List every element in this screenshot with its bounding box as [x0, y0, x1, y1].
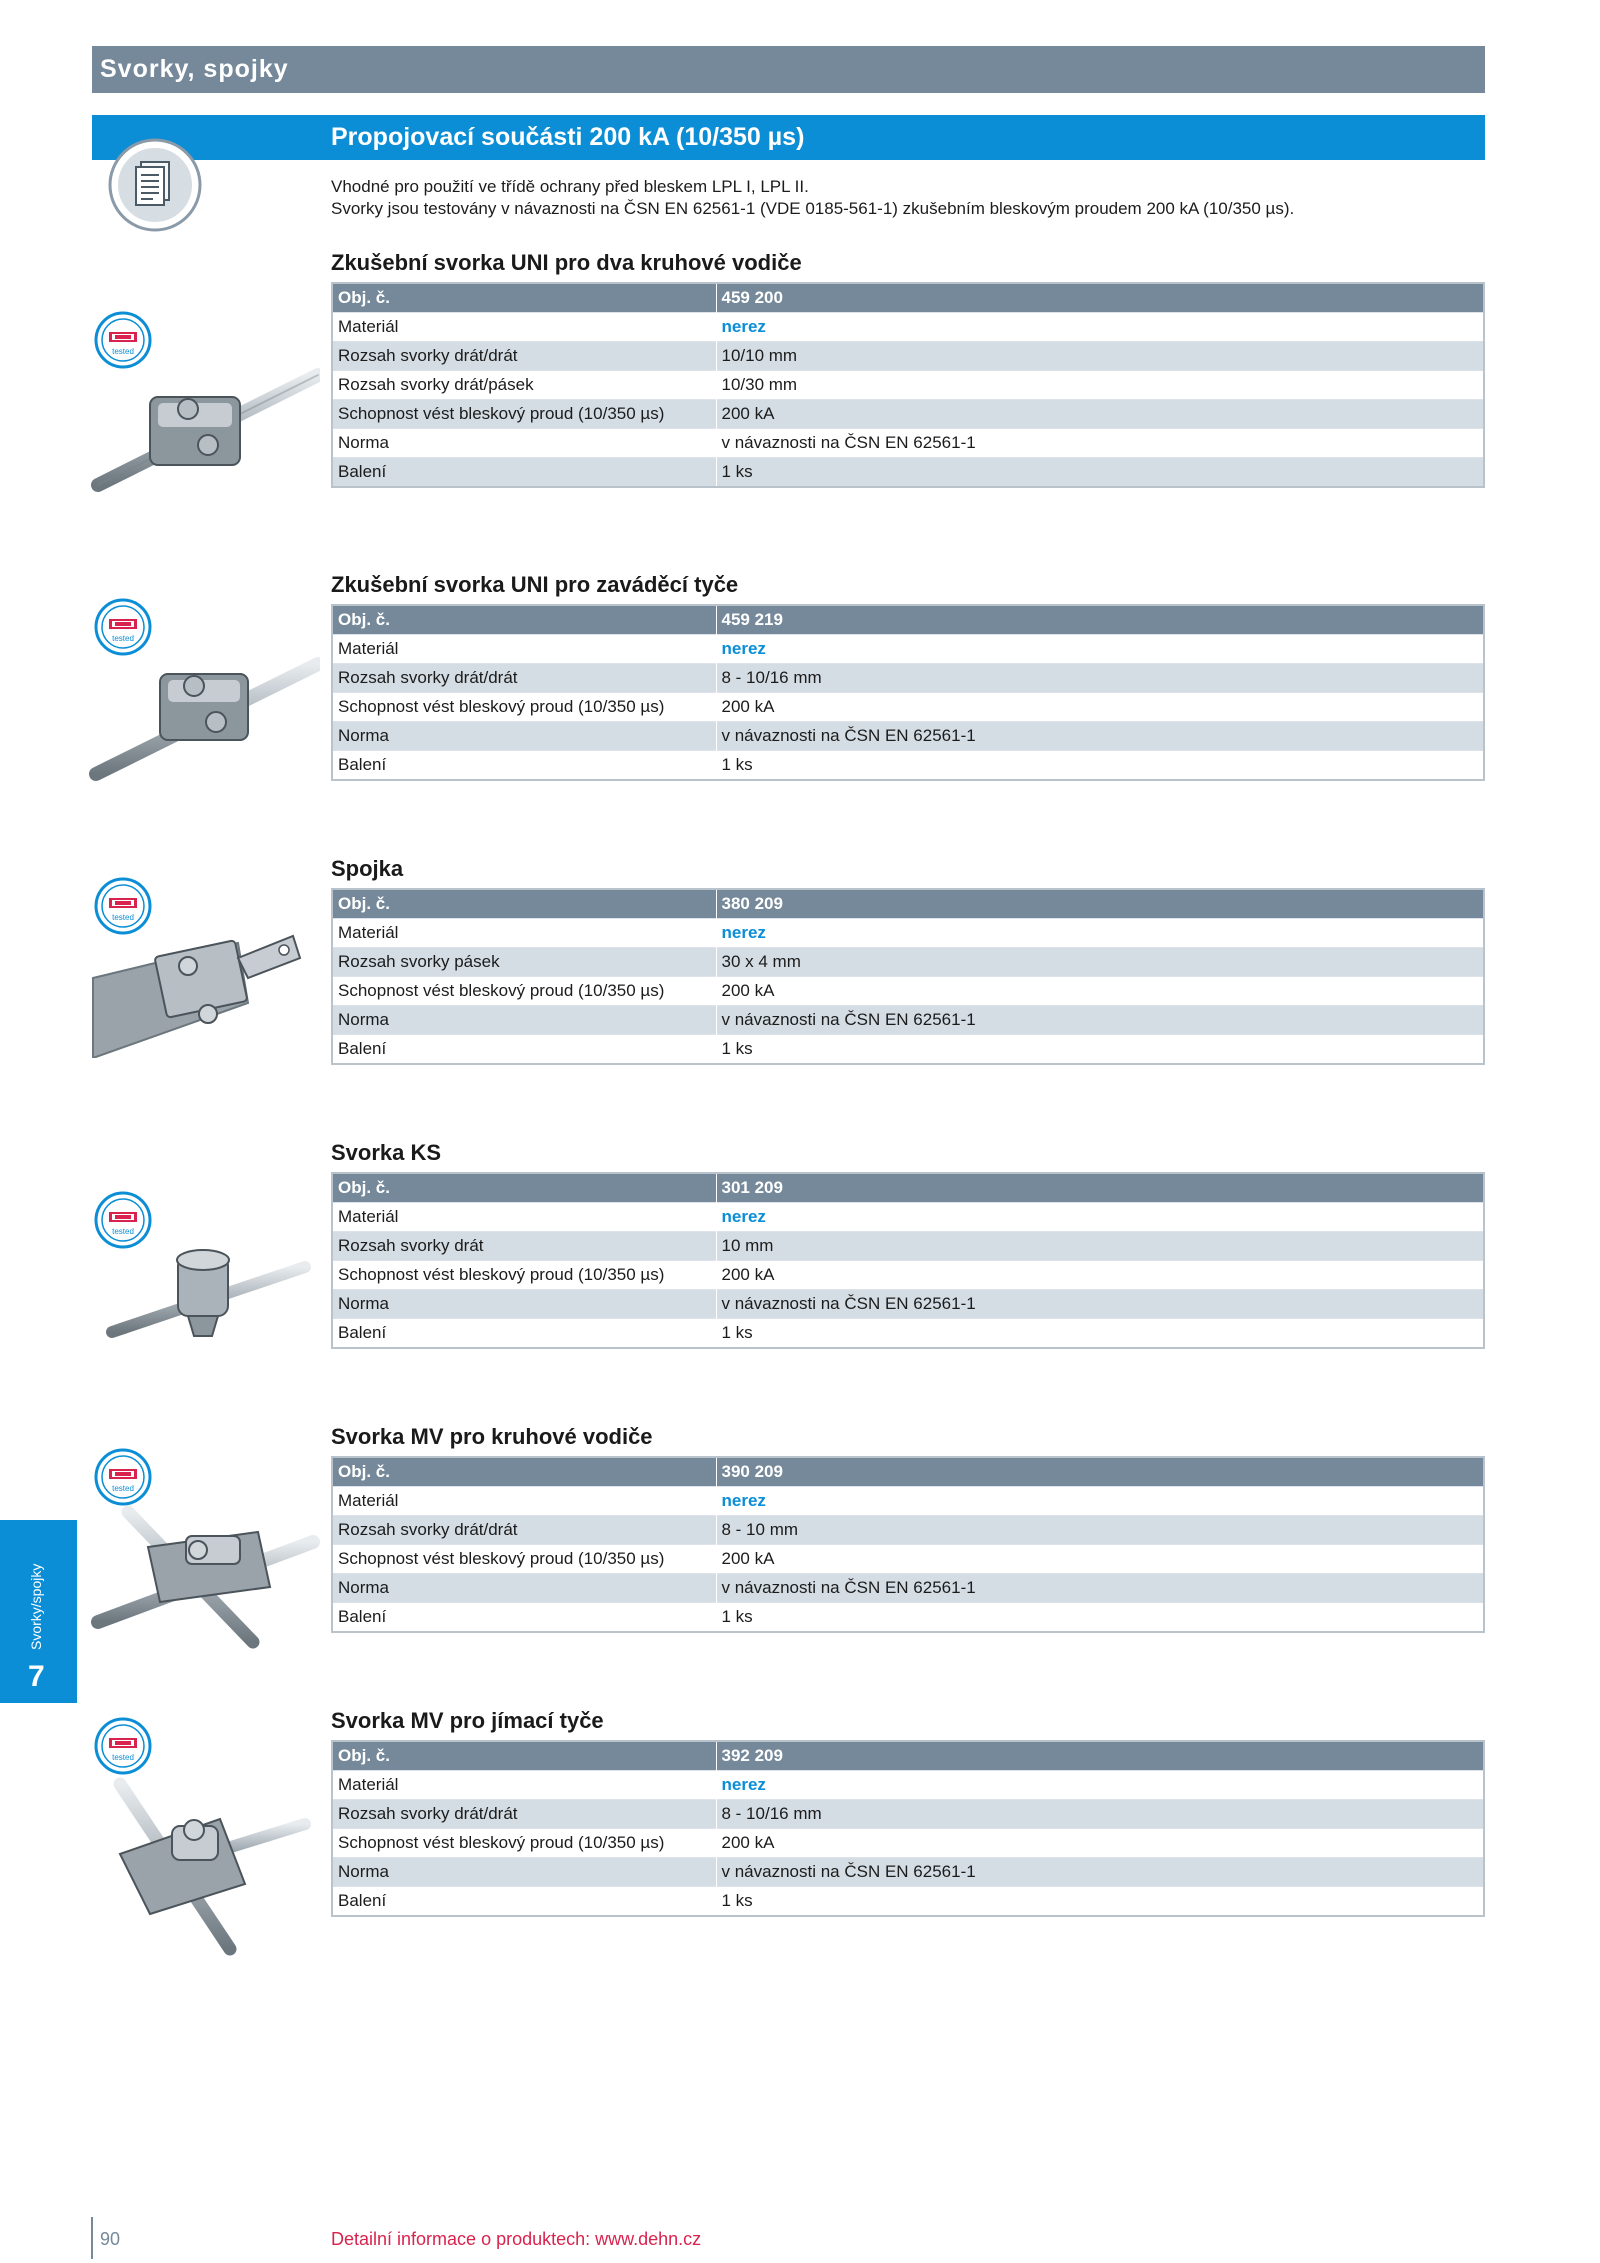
table-row [332, 722, 1484, 751]
table-row [332, 400, 1484, 429]
spec-value: nerez [716, 919, 1484, 948]
svg-text:tested: tested [112, 634, 134, 643]
spec-label: Schopnost vést bleskový proud (10/350 µs) [332, 1545, 716, 1574]
footer-link[interactable]: Detailní informace o produktech: www.dehn.cz [331, 2229, 702, 2249]
spec-label: Norma [332, 1574, 716, 1603]
spec-value: v návaznosti na ČSN EN 62561-1 [716, 722, 1484, 751]
intro-line: Svorky jsou testovány v návaznosti na ČSN EN 62561-1 (VDE 0185-561-1) zkušebním bleskovým proudem 200 kA (10/350 µs). [331, 199, 1295, 218]
spec-value: 10/10 mm [716, 342, 1484, 371]
chapter-number: 7 [28, 1660, 45, 1693]
table-row [332, 1574, 1484, 1603]
product-image [100, 1232, 320, 1362]
spec-label: Obj. č. [332, 1173, 716, 1203]
spec-label: Rozsah svorky drát/drát [332, 1800, 716, 1829]
table-row [332, 664, 1484, 693]
product-title: Spojka [331, 856, 404, 881]
product-image [88, 908, 320, 1058]
table-row [332, 1829, 1484, 1858]
spec-label: Obj. č. [332, 1741, 716, 1771]
spec-value: 8 - 10/16 mm [716, 664, 1484, 693]
product-image [100, 1764, 320, 1964]
spec-value: 380 209 [716, 889, 1484, 919]
table-row [332, 948, 1484, 977]
spec-label: Materiál [332, 1771, 716, 1800]
table-row [332, 977, 1484, 1006]
table-row [332, 313, 1484, 342]
table-row [332, 1457, 1484, 1487]
product-title: Svorka MV pro kruhové vodiče [331, 1424, 653, 1449]
spec-value: 200 kA [716, 693, 1484, 722]
spec-label: Materiál [332, 313, 716, 342]
product-section [331, 1706, 1485, 1917]
table-row [332, 1858, 1484, 1887]
spec-value: 1 ks [716, 458, 1484, 488]
spec-label: Norma [332, 1290, 716, 1319]
banner [92, 115, 1485, 160]
spec-label: Norma [332, 1858, 716, 1887]
banner-title: Propojovací součásti 200 kA (10/350 µs) [331, 123, 805, 151]
spec-value: v návaznosti na ČSN EN 62561-1 [716, 1006, 1484, 1035]
spec-value: 1 ks [716, 1319, 1484, 1349]
spec-value: 1 ks [716, 1603, 1484, 1633]
product-section [331, 854, 1485, 1065]
spec-label: Balení [332, 1035, 716, 1065]
table-row [332, 1261, 1484, 1290]
spec-table [331, 1456, 1485, 1633]
product-title: Zkušební svorka UNI pro dva kruhové vodiče [331, 250, 802, 275]
table-row [332, 889, 1484, 919]
chapter-tab[interactable] [0, 1520, 77, 1703]
table-row [332, 605, 1484, 635]
svg-text:tested: tested [112, 1484, 134, 1493]
product-image [88, 642, 320, 792]
table-row [332, 342, 1484, 371]
section-header: Svorky, spojky [92, 46, 1485, 93]
catalog-icon [108, 138, 202, 232]
spec-value: 459 200 [716, 283, 1484, 313]
spec-label: Rozsah svorky drát/drát [332, 342, 716, 371]
product-section [331, 248, 1485, 488]
spec-value: 1 ks [716, 1887, 1484, 1917]
table-row [332, 1319, 1484, 1349]
spec-value: nerez [716, 313, 1484, 342]
spec-value: 30 x 4 mm [716, 948, 1484, 977]
intro-text [331, 176, 1481, 220]
spec-label: Obj. č. [332, 889, 716, 919]
product-section [331, 1422, 1485, 1633]
table-row [332, 371, 1484, 400]
spec-label: Balení [332, 751, 716, 781]
table-row [332, 1290, 1484, 1319]
spec-label: Schopnost vést bleskový proud (10/350 µs) [332, 1261, 716, 1290]
table-row [332, 429, 1484, 458]
page-number: 90 [100, 2229, 121, 2249]
product-image [88, 355, 320, 505]
spec-value: v návaznosti na ČSN EN 62561-1 [716, 1574, 1484, 1603]
footer-divider [91, 2217, 93, 2259]
spec-label: Balení [332, 1603, 716, 1633]
spec-value: 200 kA [716, 400, 1484, 429]
table-row [332, 1006, 1484, 1035]
table-row [332, 1771, 1484, 1800]
intro-line: Vhodné pro použití ve třídě ochrany před bleskem LPL I, LPL II. [331, 177, 809, 196]
svg-text:tested: tested [112, 1227, 134, 1236]
spec-label: Rozsah svorky drát/drát [332, 664, 716, 693]
spec-label: Obj. č. [332, 1457, 716, 1487]
table-row [332, 1487, 1484, 1516]
spec-label: Obj. č. [332, 283, 716, 313]
spec-value: 390 209 [716, 1457, 1484, 1487]
spec-label: Norma [332, 1006, 716, 1035]
spec-value: 392 209 [716, 1741, 1484, 1771]
table-row [332, 919, 1484, 948]
table-row [332, 693, 1484, 722]
table-row [332, 1173, 1484, 1203]
spec-value: 200 kA [716, 977, 1484, 1006]
svg-text:tested: tested [112, 347, 134, 356]
spec-value: 301 209 [716, 1173, 1484, 1203]
spec-value: nerez [716, 1487, 1484, 1516]
product-title: Zkušební svorka UNI pro zaváděcí tyče [331, 572, 739, 597]
table-row [332, 751, 1484, 781]
spec-label: Schopnost vést bleskový proud (10/350 µs) [332, 1829, 716, 1858]
spec-label: Balení [332, 1887, 716, 1917]
table-row [332, 283, 1484, 313]
spec-value: v návaznosti na ČSN EN 62561-1 [716, 1858, 1484, 1887]
spec-label: Materiál [332, 919, 716, 948]
svg-text:tested: tested [112, 1753, 134, 1762]
product-title: Svorka MV pro jímací tyče [331, 1708, 604, 1733]
spec-value: 200 kA [716, 1261, 1484, 1290]
table-row [332, 1887, 1484, 1917]
spec-label: Obj. č. [332, 605, 716, 635]
spec-label: Materiál [332, 1203, 716, 1232]
spec-value: 1 ks [716, 1035, 1484, 1065]
spec-table [331, 1172, 1485, 1349]
spec-label: Rozsah svorky pásek [332, 948, 716, 977]
spec-table [331, 888, 1485, 1065]
spec-label: Rozsah svorky drát [332, 1232, 716, 1261]
spec-value: 459 219 [716, 605, 1484, 635]
spec-value: v návaznosti na ČSN EN 62561-1 [716, 1290, 1484, 1319]
spec-value: nerez [716, 1771, 1484, 1800]
spec-label: Rozsah svorky drát/drát [332, 1516, 716, 1545]
table-row [332, 1232, 1484, 1261]
table-row [332, 1603, 1484, 1633]
spec-label: Materiál [332, 635, 716, 664]
spec-value: 200 kA [716, 1545, 1484, 1574]
spec-value: 8 - 10 mm [716, 1516, 1484, 1545]
spec-value: 200 kA [716, 1829, 1484, 1858]
spec-label: Norma [332, 722, 716, 751]
spec-value: 10 mm [716, 1232, 1484, 1261]
spec-value: 8 - 10/16 mm [716, 1800, 1484, 1829]
product-section [331, 1138, 1485, 1349]
spec-table [331, 1740, 1485, 1917]
table-row [332, 458, 1484, 488]
product-image [88, 1492, 320, 1652]
table-row [332, 1203, 1484, 1232]
table-row [332, 1516, 1484, 1545]
spec-value: 10/30 mm [716, 371, 1484, 400]
table-row [332, 1035, 1484, 1065]
product-title: Svorka KS [331, 1140, 442, 1165]
spec-table [331, 604, 1485, 781]
chapter-tab-label: Svorky/spojky [28, 1563, 44, 1650]
spec-label: Schopnost vést bleskový proud (10/350 µs) [332, 977, 716, 1006]
spec-label: Schopnost vést bleskový proud (10/350 µs) [332, 400, 716, 429]
spec-label: Balení [332, 458, 716, 488]
spec-value: v návaznosti na ČSN EN 62561-1 [716, 429, 1484, 458]
table-row [332, 635, 1484, 664]
product-section [331, 570, 1485, 781]
spec-value: nerez [716, 1203, 1484, 1232]
spec-label: Norma [332, 429, 716, 458]
svg-text:tested: tested [112, 913, 134, 922]
spec-label: Balení [332, 1319, 716, 1349]
spec-value: nerez [716, 635, 1484, 664]
spec-value: 1 ks [716, 751, 1484, 781]
table-row [332, 1800, 1484, 1829]
spec-table [331, 282, 1485, 488]
spec-label: Rozsah svorky drát/pásek [332, 371, 716, 400]
table-row [332, 1741, 1484, 1771]
spec-label: Schopnost vést bleskový proud (10/350 µs) [332, 693, 716, 722]
table-row [332, 1545, 1484, 1574]
spec-label: Materiál [332, 1487, 716, 1516]
